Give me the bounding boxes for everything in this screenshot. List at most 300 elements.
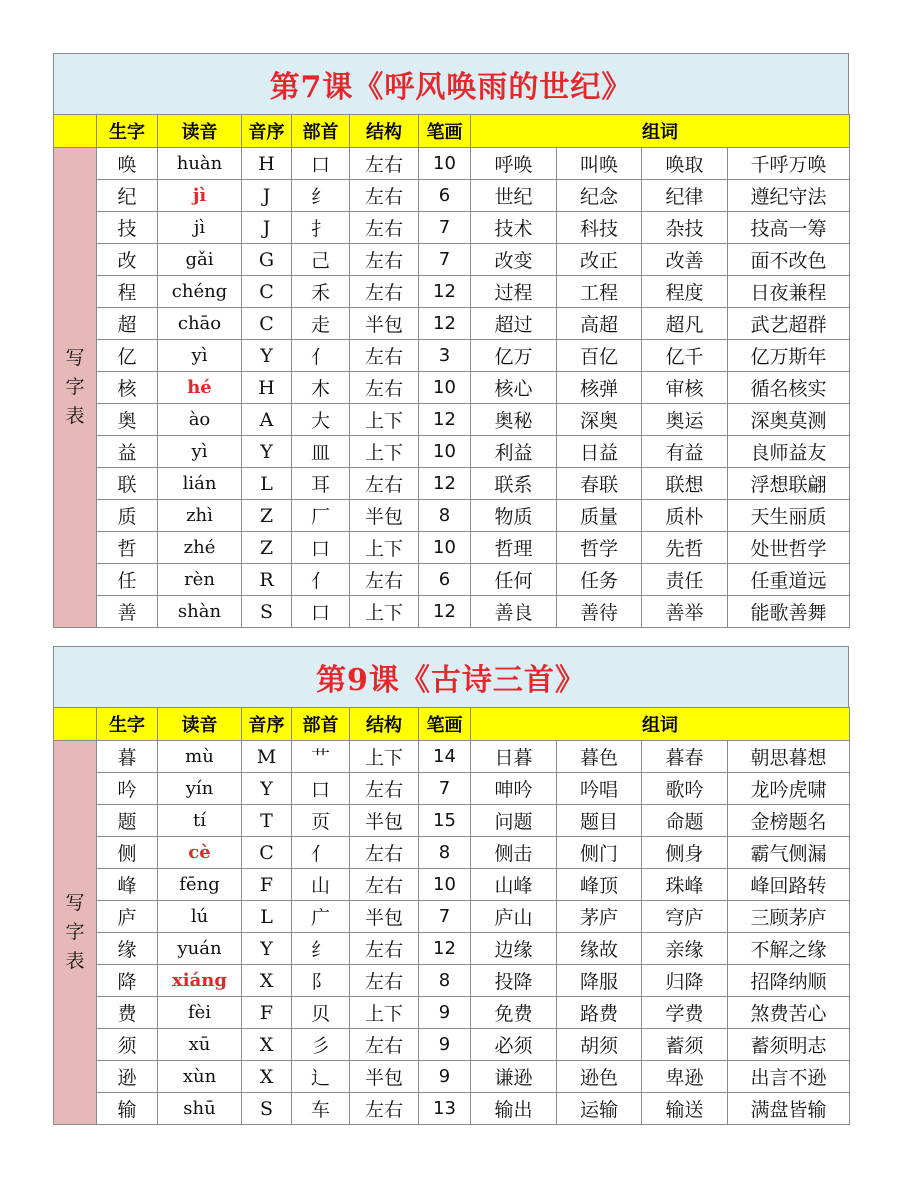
side-label-text: 写字表 <box>65 347 85 427</box>
table-row <box>54 1093 850 1125</box>
initial-cell: J <box>242 180 292 212</box>
radical-cell: 页 <box>292 805 350 837</box>
char-cell: 程 <box>97 276 158 308</box>
char-cell: 暮 <box>97 741 158 773</box>
table-row <box>54 741 850 773</box>
word-cell: 超凡 <box>642 308 728 340</box>
radical-cell: 禾 <box>292 276 350 308</box>
strokes-cell: 12 <box>419 404 471 436</box>
word-cell: 龙吟虎啸 <box>728 773 850 805</box>
pinyin-cell: xiáng <box>158 965 242 997</box>
initial-cell: Y <box>242 340 292 372</box>
radical-cell: 口 <box>292 596 350 628</box>
word-cell: 春联 <box>557 468 642 500</box>
structure-cell: 左右 <box>350 372 419 404</box>
structure-cell: 左右 <box>350 869 419 901</box>
strokes-cell: 12 <box>419 308 471 340</box>
structure-cell: 左右 <box>350 180 419 212</box>
word-cell: 暮色 <box>557 741 642 773</box>
word-cell: 必须 <box>471 1029 557 1061</box>
word-cell: 天生丽质 <box>728 500 850 532</box>
header-strokes: 笔画 <box>419 708 471 741</box>
radical-cell: 口 <box>292 532 350 564</box>
initial-cell: H <box>242 148 292 180</box>
radical-cell: 厂 <box>292 500 350 532</box>
char-cell: 须 <box>97 1029 158 1061</box>
char-cell: 峰 <box>97 869 158 901</box>
table-row <box>54 244 850 276</box>
char-cell: 逊 <box>97 1061 158 1093</box>
char-cell: 输 <box>97 1093 158 1125</box>
structure-cell: 左右 <box>350 244 419 276</box>
structure-cell: 半包 <box>350 901 419 933</box>
structure-cell: 左右 <box>350 773 419 805</box>
word-cell: 深奥莫测 <box>728 404 850 436</box>
initial-cell: T <box>242 805 292 837</box>
word-cell: 改善 <box>642 244 728 276</box>
strokes-cell: 10 <box>419 148 471 180</box>
strokes-cell: 6 <box>419 180 471 212</box>
radical-cell: 耳 <box>292 468 350 500</box>
radical-cell: 亻 <box>292 837 350 869</box>
char-cell: 超 <box>97 308 158 340</box>
structure-cell: 上下 <box>350 997 419 1029</box>
initial-cell: Y <box>242 436 292 468</box>
structure-cell: 左右 <box>350 1093 419 1125</box>
initial-cell: M <box>242 741 292 773</box>
word-cell: 蓄须 <box>642 1029 728 1061</box>
word-cell: 利益 <box>471 436 557 468</box>
pinyin-cell: zhé <box>158 532 242 564</box>
radical-cell: 走 <box>292 308 350 340</box>
char-cell: 任 <box>97 564 158 596</box>
word-cell: 谦逊 <box>471 1061 557 1093</box>
word-cell: 吟唱 <box>557 773 642 805</box>
radical-cell: 口 <box>292 148 350 180</box>
pinyin-cell: yín <box>158 773 242 805</box>
word-cell: 逊色 <box>557 1061 642 1093</box>
word-cell: 责任 <box>642 564 728 596</box>
word-cell: 投降 <box>471 965 557 997</box>
pinyin-cell: fèi <box>158 997 242 1029</box>
word-cell: 先哲 <box>642 532 728 564</box>
word-cell: 路费 <box>557 997 642 1029</box>
radical-cell: 车 <box>292 1093 350 1125</box>
word-cell: 程度 <box>642 276 728 308</box>
header-initial: 音序 <box>242 708 292 741</box>
structure-cell: 半包 <box>350 1061 419 1093</box>
word-cell: 命题 <box>642 805 728 837</box>
word-cell: 哲理 <box>471 532 557 564</box>
word-cell: 浮想联翩 <box>728 468 850 500</box>
initial-cell: Y <box>242 933 292 965</box>
initial-cell: H <box>242 372 292 404</box>
structure-cell: 上下 <box>350 404 419 436</box>
header-corner <box>54 708 97 741</box>
table-row <box>54 564 850 596</box>
word-cell: 任务 <box>557 564 642 596</box>
word-cell: 质量 <box>557 500 642 532</box>
char-cell: 降 <box>97 965 158 997</box>
word-cell: 过程 <box>471 276 557 308</box>
radical-cell: 口 <box>292 773 350 805</box>
table-row <box>54 500 850 532</box>
word-cell: 核弹 <box>557 372 642 404</box>
initial-cell: J <box>242 212 292 244</box>
radical-cell: 辶 <box>292 1061 350 1093</box>
char-cell: 联 <box>97 468 158 500</box>
header-pinyin: 读音 <box>158 115 242 148</box>
word-cell: 任何 <box>471 564 557 596</box>
word-cell: 唤取 <box>642 148 728 180</box>
structure-cell: 上下 <box>350 741 419 773</box>
word-cell: 物质 <box>471 500 557 532</box>
table-row <box>54 532 850 564</box>
char-cell: 唤 <box>97 148 158 180</box>
word-cell: 山峰 <box>471 869 557 901</box>
table-row <box>54 1061 850 1093</box>
word-cell: 霸气侧漏 <box>728 837 850 869</box>
word-cell: 遵纪守法 <box>728 180 850 212</box>
radical-cell: 广 <box>292 901 350 933</box>
pinyin-cell: cè <box>158 837 242 869</box>
table-row <box>54 869 850 901</box>
table-row <box>54 276 850 308</box>
char-cell: 侧 <box>97 837 158 869</box>
word-cell: 技术 <box>471 212 557 244</box>
structure-cell: 上下 <box>350 532 419 564</box>
pinyin-cell: chāo <box>158 308 242 340</box>
structure-cell: 左右 <box>350 1029 419 1061</box>
side-label <box>54 148 97 628</box>
word-cell: 免费 <box>471 997 557 1029</box>
word-cell: 亿万 <box>471 340 557 372</box>
header-corner <box>54 115 97 148</box>
structure-cell: 半包 <box>350 308 419 340</box>
word-cell: 问题 <box>471 805 557 837</box>
word-cell: 处世哲学 <box>728 532 850 564</box>
radical-cell: 木 <box>292 372 350 404</box>
word-cell: 侧身 <box>642 837 728 869</box>
header-pinyin: 读音 <box>158 708 242 741</box>
word-cell: 蓄须明志 <box>728 1029 850 1061</box>
word-cell: 善待 <box>557 596 642 628</box>
table-row <box>54 468 850 500</box>
word-cell: 善举 <box>642 596 728 628</box>
word-cell: 良师益友 <box>728 436 850 468</box>
word-cell: 归降 <box>642 965 728 997</box>
word-cell: 边缘 <box>471 933 557 965</box>
word-cell: 有益 <box>642 436 728 468</box>
char-cell: 核 <box>97 372 158 404</box>
word-cell: 侧击 <box>471 837 557 869</box>
word-cell: 输出 <box>471 1093 557 1125</box>
structure-cell: 左右 <box>350 564 419 596</box>
initial-cell: F <box>242 997 292 1029</box>
pinyin-cell: shàn <box>158 596 242 628</box>
pinyin-cell: hé <box>158 372 242 404</box>
vocab-table <box>53 707 850 1125</box>
table-row <box>54 340 850 372</box>
side-label-text: 写字表 <box>65 892 85 972</box>
pinyin-cell: xū <box>158 1029 242 1061</box>
word-cell: 奥运 <box>642 404 728 436</box>
word-cell: 深奥 <box>557 404 642 436</box>
pinyin-cell: chéng <box>158 276 242 308</box>
char-cell: 题 <box>97 805 158 837</box>
structure-cell: 左右 <box>350 276 419 308</box>
radical-cell: 己 <box>292 244 350 276</box>
structure-cell: 左右 <box>350 340 419 372</box>
side-label <box>54 741 97 1125</box>
pinyin-cell: yì <box>158 436 242 468</box>
strokes-cell: 10 <box>419 372 471 404</box>
radical-cell: 亻 <box>292 564 350 596</box>
word-cell: 亿万斯年 <box>728 340 850 372</box>
strokes-cell: 10 <box>419 869 471 901</box>
word-cell: 峰顶 <box>557 869 642 901</box>
strokes-cell: 15 <box>419 805 471 837</box>
strokes-cell: 12 <box>419 933 471 965</box>
lesson-title: 第7课《呼风唤雨的世纪》 <box>53 53 849 114</box>
pinyin-cell: ào <box>158 404 242 436</box>
word-cell: 输送 <box>642 1093 728 1125</box>
pinyin-cell: fēng <box>158 869 242 901</box>
char-cell: 吟 <box>97 773 158 805</box>
pinyin-cell: gǎi <box>158 244 242 276</box>
initial-cell: C <box>242 837 292 869</box>
word-cell: 日夜兼程 <box>728 276 850 308</box>
header-radical: 部首 <box>292 708 350 741</box>
word-cell: 缘故 <box>557 933 642 965</box>
initial-cell: C <box>242 308 292 340</box>
radical-cell: 艹 <box>292 741 350 773</box>
word-cell: 茅庐 <box>557 901 642 933</box>
initial-cell: Z <box>242 532 292 564</box>
structure-cell: 上下 <box>350 596 419 628</box>
header-strokes: 笔画 <box>419 115 471 148</box>
strokes-cell: 9 <box>419 1029 471 1061</box>
word-cell: 工程 <box>557 276 642 308</box>
pinyin-cell: huàn <box>158 148 242 180</box>
word-cell: 题目 <box>557 805 642 837</box>
pinyin-cell: yuán <box>158 933 242 965</box>
word-cell: 卑逊 <box>642 1061 728 1093</box>
structure-cell: 左右 <box>350 837 419 869</box>
word-cell: 联想 <box>642 468 728 500</box>
initial-cell: X <box>242 965 292 997</box>
word-cell: 暮春 <box>642 741 728 773</box>
strokes-cell: 8 <box>419 837 471 869</box>
word-cell: 降服 <box>557 965 642 997</box>
structure-cell: 左右 <box>350 148 419 180</box>
strokes-cell: 8 <box>419 500 471 532</box>
word-cell: 运输 <box>557 1093 642 1125</box>
initial-cell: G <box>242 244 292 276</box>
word-cell: 满盘皆输 <box>728 1093 850 1125</box>
pinyin-cell: jì <box>158 212 242 244</box>
header-structure: 结构 <box>350 708 419 741</box>
word-cell: 日暮 <box>471 741 557 773</box>
word-cell: 面不改色 <box>728 244 850 276</box>
vocab-table <box>53 114 850 628</box>
word-cell: 百亿 <box>557 340 642 372</box>
header-radical: 部首 <box>292 115 350 148</box>
word-cell: 审核 <box>642 372 728 404</box>
structure-cell: 半包 <box>350 805 419 837</box>
structure-cell: 左右 <box>350 965 419 997</box>
word-cell: 奥秘 <box>471 404 557 436</box>
word-cell: 学费 <box>642 997 728 1029</box>
header-words: 组词 <box>471 115 850 148</box>
initial-cell: L <box>242 468 292 500</box>
word-cell: 穹庐 <box>642 901 728 933</box>
strokes-cell: 3 <box>419 340 471 372</box>
radical-cell: 扌 <box>292 212 350 244</box>
initial-cell: S <box>242 596 292 628</box>
char-cell: 益 <box>97 436 158 468</box>
strokes-cell: 6 <box>419 564 471 596</box>
strokes-cell: 13 <box>419 1093 471 1125</box>
header-row <box>54 115 850 148</box>
char-cell: 质 <box>97 500 158 532</box>
word-cell: 亲缘 <box>642 933 728 965</box>
structure-cell: 左右 <box>350 212 419 244</box>
table-row <box>54 805 850 837</box>
word-cell: 峰回路转 <box>728 869 850 901</box>
char-cell: 亿 <box>97 340 158 372</box>
table-row <box>54 180 850 212</box>
initial-cell: F <box>242 869 292 901</box>
word-cell: 三顾茅庐 <box>728 901 850 933</box>
word-cell: 善良 <box>471 596 557 628</box>
table-row <box>54 1029 850 1061</box>
word-cell: 循名核实 <box>728 372 850 404</box>
table-row <box>54 436 850 468</box>
table-row <box>54 148 850 180</box>
table-row <box>54 596 850 628</box>
strokes-cell: 12 <box>419 468 471 500</box>
structure-cell: 半包 <box>350 500 419 532</box>
word-cell: 千呼万唤 <box>728 148 850 180</box>
radical-cell: 大 <box>292 404 350 436</box>
char-cell: 缘 <box>97 933 158 965</box>
pinyin-cell: tí <box>158 805 242 837</box>
lesson-7-sheet <box>53 53 849 628</box>
strokes-cell: 9 <box>419 997 471 1029</box>
word-cell: 珠峰 <box>642 869 728 901</box>
initial-cell: X <box>242 1029 292 1061</box>
radical-cell: 贝 <box>292 997 350 1029</box>
initial-cell: R <box>242 564 292 596</box>
word-cell: 煞费苦心 <box>728 997 850 1029</box>
radical-cell: 纟 <box>292 180 350 212</box>
pinyin-cell: jì <box>158 180 242 212</box>
strokes-cell: 7 <box>419 212 471 244</box>
pinyin-cell: xùn <box>158 1061 242 1093</box>
char-cell: 技 <box>97 212 158 244</box>
strokes-cell: 10 <box>419 436 471 468</box>
word-cell: 金榜题名 <box>728 805 850 837</box>
initial-cell: Y <box>242 773 292 805</box>
header-char: 生字 <box>97 115 158 148</box>
header-words: 组词 <box>471 708 850 741</box>
strokes-cell: 9 <box>419 1061 471 1093</box>
table-row <box>54 901 850 933</box>
word-cell: 科技 <box>557 212 642 244</box>
radical-cell: 亻 <box>292 340 350 372</box>
initial-cell: L <box>242 901 292 933</box>
pinyin-cell: rèn <box>158 564 242 596</box>
strokes-cell: 14 <box>419 741 471 773</box>
word-cell: 胡须 <box>557 1029 642 1061</box>
pinyin-cell: mù <box>158 741 242 773</box>
table-row <box>54 212 850 244</box>
table-row <box>54 965 850 997</box>
char-cell: 哲 <box>97 532 158 564</box>
radical-cell: 阝 <box>292 965 350 997</box>
char-cell: 庐 <box>97 901 158 933</box>
word-cell: 侧门 <box>557 837 642 869</box>
word-cell: 武艺超群 <box>728 308 850 340</box>
strokes-cell: 8 <box>419 965 471 997</box>
word-cell: 改变 <box>471 244 557 276</box>
word-cell: 招降纳顺 <box>728 965 850 997</box>
word-cell: 歌吟 <box>642 773 728 805</box>
radical-cell: 皿 <box>292 436 350 468</box>
strokes-cell: 12 <box>419 276 471 308</box>
table-row <box>54 308 850 340</box>
word-cell: 呻吟 <box>471 773 557 805</box>
initial-cell: S <box>242 1093 292 1125</box>
initial-cell: Z <box>242 500 292 532</box>
word-cell: 亿千 <box>642 340 728 372</box>
word-cell: 联系 <box>471 468 557 500</box>
pinyin-cell: lú <box>158 901 242 933</box>
header-row <box>54 708 850 741</box>
pinyin-cell: yì <box>158 340 242 372</box>
char-cell: 改 <box>97 244 158 276</box>
table-row <box>54 933 850 965</box>
table-row <box>54 404 850 436</box>
pinyin-cell: shū <box>158 1093 242 1125</box>
structure-cell: 左右 <box>350 933 419 965</box>
strokes-cell: 7 <box>419 901 471 933</box>
word-cell: 出言不逊 <box>728 1061 850 1093</box>
header-char: 生字 <box>97 708 158 741</box>
table-row <box>54 773 850 805</box>
initial-cell: X <box>242 1061 292 1093</box>
word-cell: 核心 <box>471 372 557 404</box>
word-cell: 质朴 <box>642 500 728 532</box>
pinyin-cell: zhì <box>158 500 242 532</box>
word-cell: 能歌善舞 <box>728 596 850 628</box>
word-cell: 纪律 <box>642 180 728 212</box>
lesson-9-sheet <box>53 646 849 1125</box>
char-cell: 善 <box>97 596 158 628</box>
pinyin-cell: lián <box>158 468 242 500</box>
word-cell: 庐山 <box>471 901 557 933</box>
radical-cell: 山 <box>292 869 350 901</box>
word-cell: 改正 <box>557 244 642 276</box>
radical-cell: 彡 <box>292 1029 350 1061</box>
strokes-cell: 7 <box>419 773 471 805</box>
word-cell: 呼唤 <box>471 148 557 180</box>
word-cell: 杂技 <box>642 212 728 244</box>
word-cell: 纪念 <box>557 180 642 212</box>
strokes-cell: 12 <box>419 596 471 628</box>
structure-cell: 左右 <box>350 468 419 500</box>
